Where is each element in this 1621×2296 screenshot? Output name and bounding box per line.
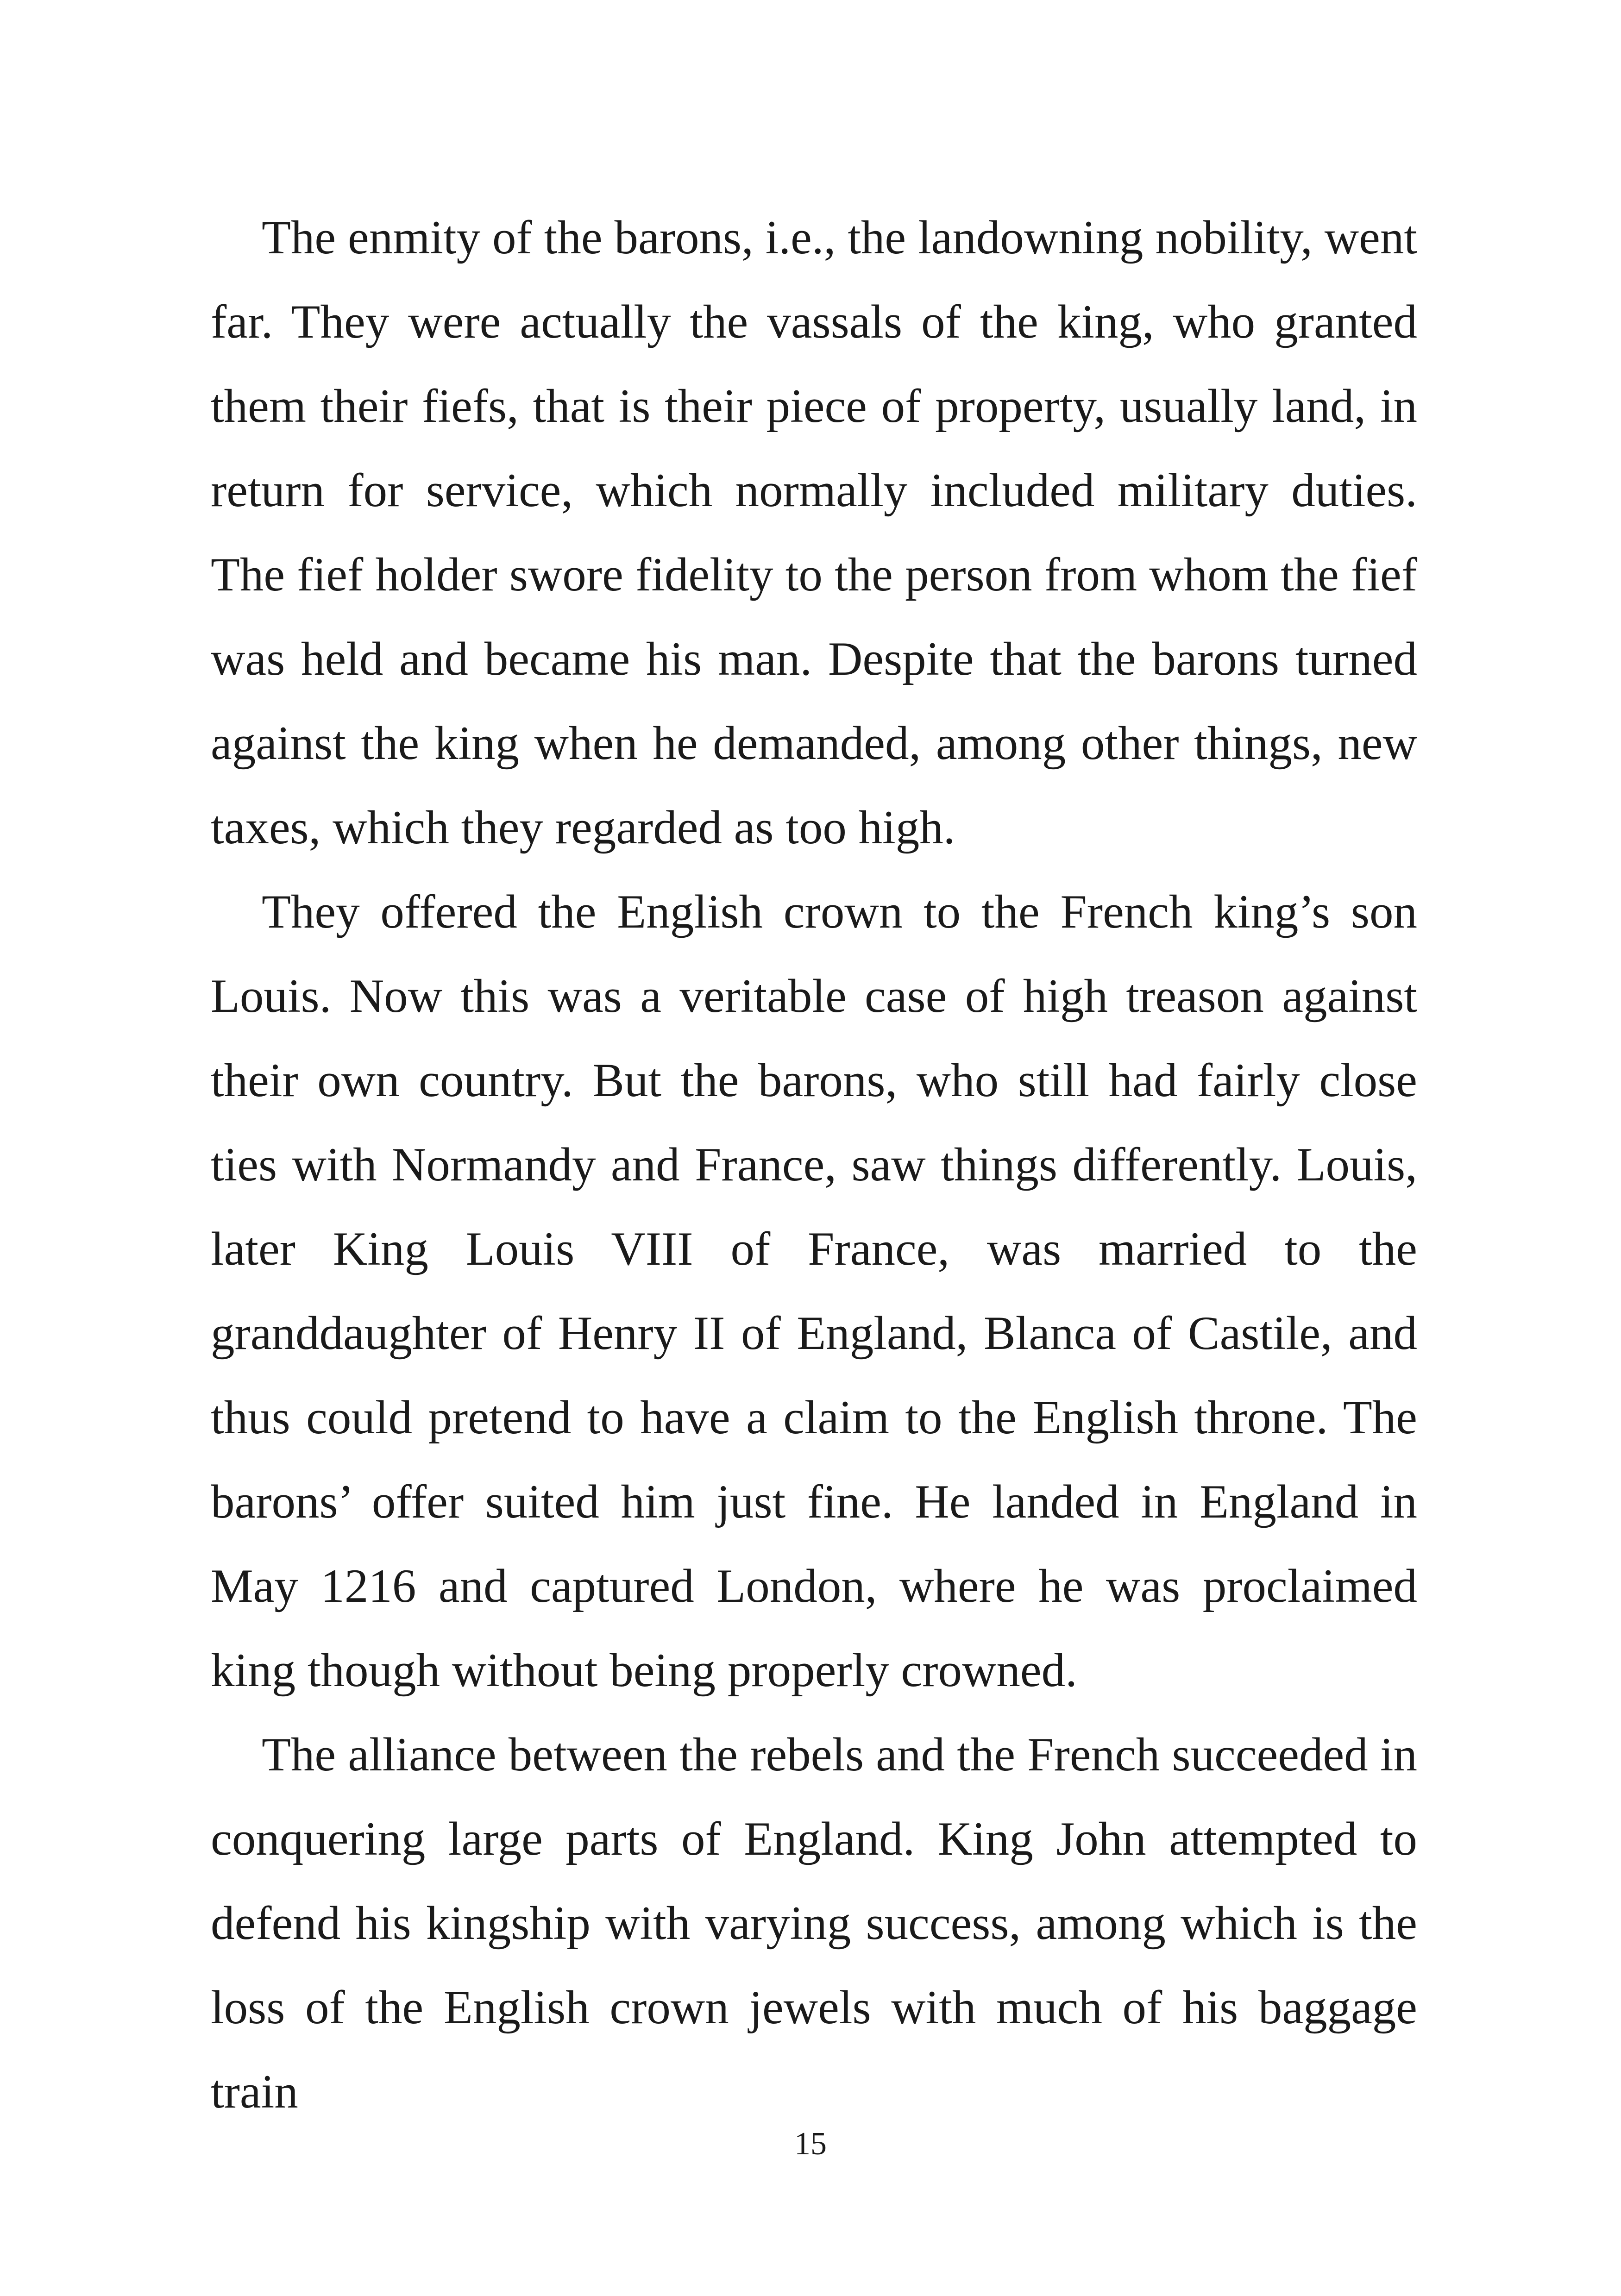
paragraph-2: They offered the English crown to the French king’s son Louis. Now this was a veritable case of high treason against their own country. But the barons, who still had fairly close ties with Normandy and France, saw things differently. Louis, later King Louis VIII of France, was married to the granddaughter of Henry II of England, Blanca of Castile, and thus could pretend to have a claim to the English throne. The barons’ offer suited him just fine. He landed in England in May 1216 and captured London, where he was proclaimed king though without being properly crowned. xyxy=(211,885,1417,1697)
paragraph-1: The enmity of the barons, i.e., the landowning nobility, went far. They were actually the vassals of the king, who granted them their fiefs, that is their piece of property, usually land, in return for service, which normally included military duties. The fief holder swore fidelity to the person from whom the fief was held and became his man. Despite that the barons turned against the king when he demanded, among other things, new taxes, which they regarded as too high. xyxy=(211,211,1417,854)
page-number: 15 xyxy=(794,2126,827,2162)
body-text xyxy=(211,195,1417,2134)
paragraph-3: The alliance between the rebels and the French succeeded in conquering large parts of England. King John attempted to defend his kingship with varying success, among which is the loss of the English crown jewels with much of his baggage train xyxy=(211,1728,1417,2118)
